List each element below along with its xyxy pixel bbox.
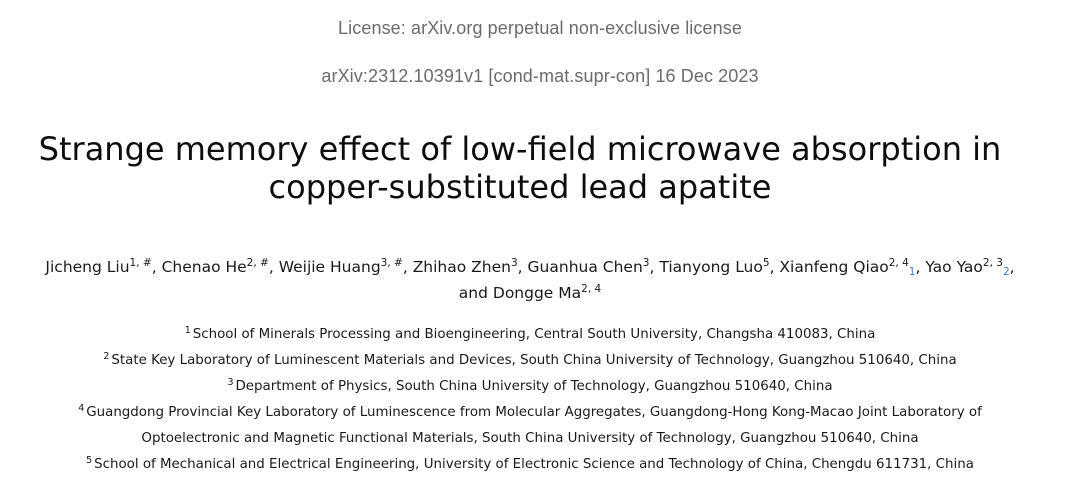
author-line-1 <box>0 254 1060 280</box>
author-affiliation-marker: 3 <box>510 257 518 269</box>
corresponding-author-link[interactable]: 2 <box>1002 266 1010 278</box>
author-name: Yao Yao <box>925 258 983 276</box>
author-affiliation-marker: 3, # <box>380 257 403 269</box>
affiliation-text: School of Minerals Processing and Bioengineering, Central South University, Changsha 410083, China <box>192 327 876 342</box>
corresponding-author-link[interactable]: 1 <box>908 266 916 278</box>
affiliation-number: 2 <box>103 351 110 362</box>
license-line: License: arXiv.org perpetual non-exclusive license <box>338 18 742 38</box>
author-separator: , <box>649 258 660 276</box>
author <box>459 284 601 302</box>
affiliation-text: Guangdong Provincial Key Laboratory of Luminescence from Molecular Aggregates, Guangdong-Hong Kong-Macao Joint Laboratory of <box>86 405 982 420</box>
author-list <box>0 254 1060 306</box>
author-name: Tianyong Luo <box>659 258 763 276</box>
author-affiliation-marker: 2, 4 <box>581 283 602 295</box>
author <box>925 258 1014 276</box>
author-affiliation-marker: 2, 4 <box>888 257 909 269</box>
title-line-1: Strange memory effect of low-field microwave absorption in <box>38 130 1002 168</box>
author-line-2 <box>0 280 1060 306</box>
author-separator: , <box>915 258 926 276</box>
author-separator: , <box>402 258 413 276</box>
author-name: Chenao He <box>161 258 247 276</box>
author <box>528 258 660 276</box>
author-name: Jicheng Liu <box>45 258 130 276</box>
author-name: Zhihao Zhen <box>412 258 511 276</box>
author-separator: , <box>268 258 279 276</box>
affiliation-number: 1 <box>184 325 191 336</box>
author-affiliation-marker: 2, # <box>246 257 269 269</box>
affiliation-text: School of Mechanical and Electrical Engineering, University of Electronic Science and Technology of China, Chengdu 611731, China <box>94 457 974 472</box>
author-separator: , <box>769 258 780 276</box>
author-name: and Dongge Ma <box>458 284 582 302</box>
affiliation-number: 3 <box>227 377 234 388</box>
affiliation <box>0 322 1060 348</box>
author <box>659 258 779 276</box>
affiliation-text: State Key Laboratory of Luminescent Materials and Devices, South China University of Technology, Guangzhou 510640, China <box>111 353 957 368</box>
affiliation <box>0 348 1060 374</box>
paper-title <box>0 130 1040 206</box>
author-affiliation-marker: 1, # <box>129 257 152 269</box>
author <box>779 258 925 276</box>
author <box>279 258 413 276</box>
author-separator: , <box>517 258 528 276</box>
author <box>45 258 161 276</box>
affiliation-number: 5 <box>86 455 93 466</box>
author-affiliation-marker: 3 <box>642 257 650 269</box>
affiliation-continuation: Optoelectronic and Magnetic Functional Materials, South China University of Technology, Guangzhou 510640, China <box>141 431 919 446</box>
affiliation <box>0 452 1060 478</box>
author-affiliation-marker: 5 <box>762 257 770 269</box>
title-line-2: copper-substituted lead apatite <box>268 168 772 206</box>
affiliation-number: 4 <box>78 403 85 414</box>
author <box>162 258 279 276</box>
author-separator: , <box>1009 258 1015 276</box>
author-separator: , <box>151 258 162 276</box>
author-name: Xianfeng Qiao <box>779 258 889 276</box>
affiliation <box>0 374 1060 400</box>
author-name: Guanhua Chen <box>527 258 643 276</box>
author <box>413 258 528 276</box>
affiliation-text: Department of Physics, South China University of Technology, Guangzhou 510640, China <box>235 379 833 394</box>
affiliation-list <box>0 322 1060 478</box>
arxiv-identifier: arXiv:2312.10391v1 [cond-mat.supr-con] 16 Dec 2023 <box>321 66 759 86</box>
affiliation <box>0 400 1060 426</box>
author-affiliation-marker: 2, 3 <box>982 257 1003 269</box>
author-name: Weijie Huang <box>278 258 381 276</box>
